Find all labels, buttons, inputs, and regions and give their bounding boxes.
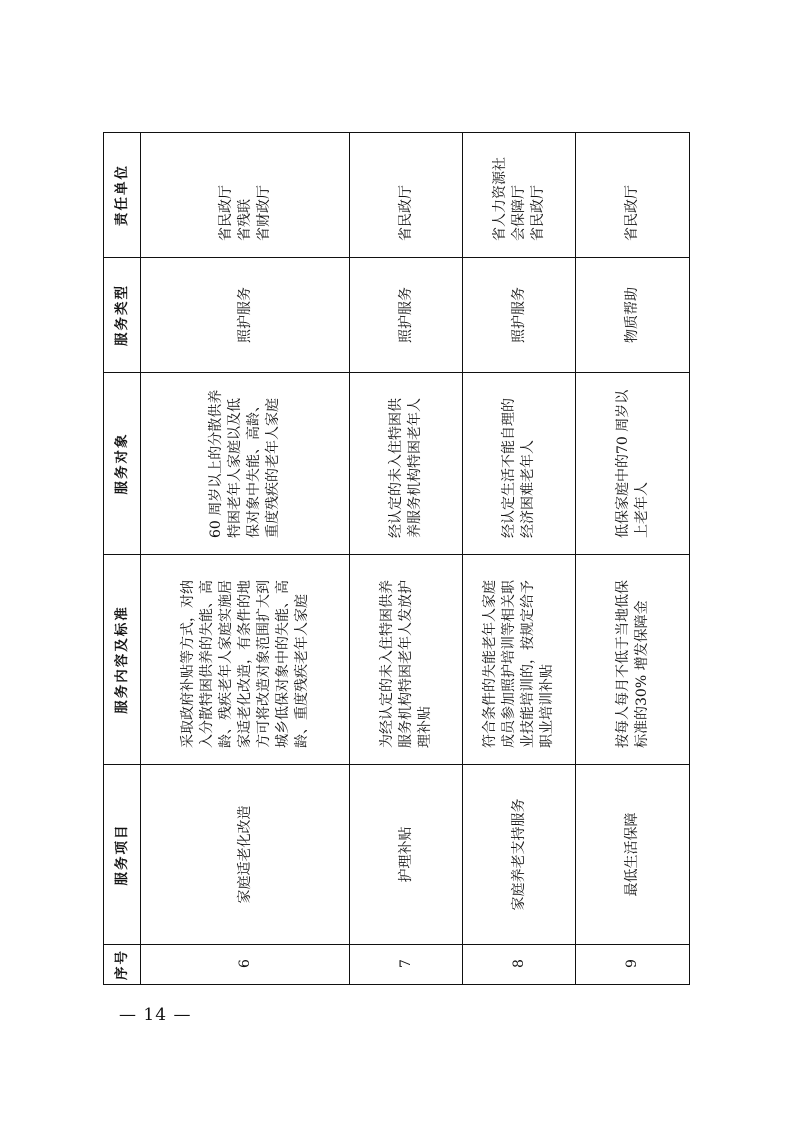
row-target: 经认定生活不能自理的经济困难老年人 [463,373,576,555]
row-target: 低保家庭中的70 周岁以上老年人 [576,373,690,555]
table-row [141,133,350,985]
page-number: — 14 — [119,1005,192,1025]
row-type: 照护服务 [141,258,350,373]
responsible-unit: 省残联 [236,199,253,241]
row-target: 60 周岁以上的分散供养特困老年人家庭以及低保对象中失能、高龄、重度残疾的老年人家庭 [141,373,350,555]
row-project: 家庭养老支持服务 [463,765,576,945]
row-responsible [576,133,690,258]
rotated-table-container [103,133,688,985]
service-table [103,132,690,985]
row-project: 护理补贴 [350,765,463,945]
row-target: 经认定的未入住特困供养服务机构特困老年人 [350,373,463,555]
responsible-unit: 省民政厅 [624,185,640,241]
row-no: 6 [141,945,350,985]
table-row [576,133,690,985]
header-no: 序号 [104,945,141,985]
header-target: 服务对象 [104,373,141,555]
row-type: 照护服务 [463,258,576,373]
responsible-unit: 省财政厅 [255,185,272,241]
row-responsible [141,133,350,258]
row-type: 物质帮助 [576,258,690,373]
row-responsible [463,133,576,258]
row-project: 家庭适老化改造 [141,765,350,945]
row-project: 最低生活保障 [576,765,690,945]
responsible-unit: 省民政厅 [529,185,546,241]
header-responsible: 责任单位 [104,133,141,258]
responsible-unit: 省民政厅 [217,185,234,241]
table-header-row [104,133,141,985]
header-content: 服务内容及标准 [104,555,141,765]
row-no: 7 [350,945,463,985]
row-type: 照护服务 [350,258,463,373]
row-content: 为经认定的未入住特困供养服务机构特困老年人发放护理补贴 [350,555,463,765]
row-no: 8 [463,945,576,985]
header-type: 服务类型 [104,258,141,373]
row-content: 按每人每月不低于当地低保标准的30% 增发保障金 [576,555,690,765]
row-responsible [350,133,463,258]
row-content: 符合条件的失能老年人家庭成员参加照护培训等相关职业技能培训的，按规定给予职业培训补贴 [463,555,576,765]
table-row [350,133,463,985]
responsible-unit: 省民政厅 [397,185,414,241]
responsible-unit: 省人力资源社会保障厅 [491,157,527,241]
header-project: 服务项目 [104,765,141,945]
row-content: 采取政府补贴等方式，对纳入分散特困供养的失能、高龄、残疾老年人家庭实施居家适老化改造，有条件的地方可将改造对象范围扩大到城乡低保对象中的失能、高龄、重度残疾老年人家庭 [141,555,350,765]
row-no: 9 [576,945,690,985]
table-row [463,133,576,985]
